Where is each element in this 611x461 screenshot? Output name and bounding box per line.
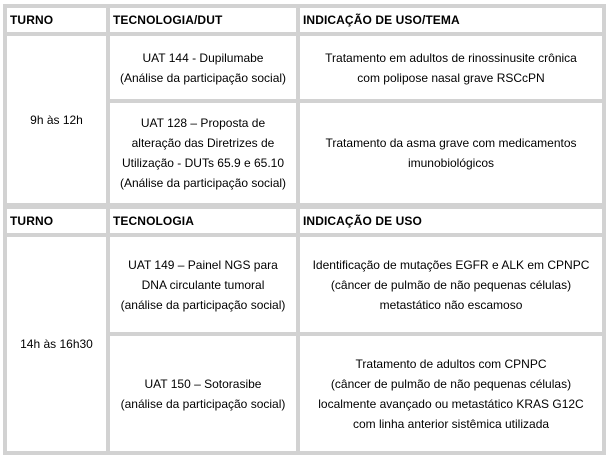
cell-tecnologia-uat150: UAT 150 – Sotorasibe (análise da participação social) [110, 336, 296, 451]
header-cell-indicacao-uso-tema: INDICAÇÃO DE USO/TEMA [300, 8, 602, 32]
cell-indicacao-uat150: Tratamento de adultos com CPNPC (câncer de pulmão de não pequenas células) localmente avançado ou metastático KRAS G12C com linha anterior sistêmica utilizada [300, 336, 602, 451]
cell-tecnologia-uat144: UAT 144 - Dupilumabe (Análise da participação social) [110, 36, 296, 99]
header-cell-tecnologia-dut: TECNOLOGIA/DUT [110, 8, 296, 32]
header-cell-indicacao-uso: INDICAÇÃO DE USO [300, 209, 602, 233]
turno-value: 9h às 12h [30, 112, 83, 127]
header-cell-tecnologia: TECNOLOGIA [110, 209, 296, 233]
turno-value: 14h às 16h30 [20, 337, 93, 351]
cell-turno-morning [7, 36, 106, 203]
cell-tecnologia-uat149: UAT 149 – Painel NGS para DNA circulante tumoral (análise da participação social) [110, 237, 296, 332]
cell-indicacao-uat144: Tratamento em adultos de rinossinusite crônica com polipose nasal grave RSCcPN [300, 36, 602, 99]
schedule-table [3, 4, 606, 455]
table-section-afternoon [3, 206, 606, 455]
table-section-morning [3, 4, 606, 206]
header-cell-turno: TURNO [7, 8, 106, 32]
header-cell-turno-2: TURNO [7, 209, 106, 233]
cell-indicacao-uat149: Identificação de mutações EGFR e ALK em CPNPC (câncer de pulmão de não pequenas células) metastático não escamoso [300, 237, 602, 332]
cell-indicacao-uat128: Tratamento da asma grave com medicamentos imunobiológicos [300, 103, 602, 203]
cell-turno-afternoon [7, 237, 106, 451]
cell-tecnologia-uat128: UAT 128 – Proposta de alteração das Diretrizes de Utilização - DUTs 65.9 e 65.10 (Análise da participação social) [110, 103, 296, 203]
